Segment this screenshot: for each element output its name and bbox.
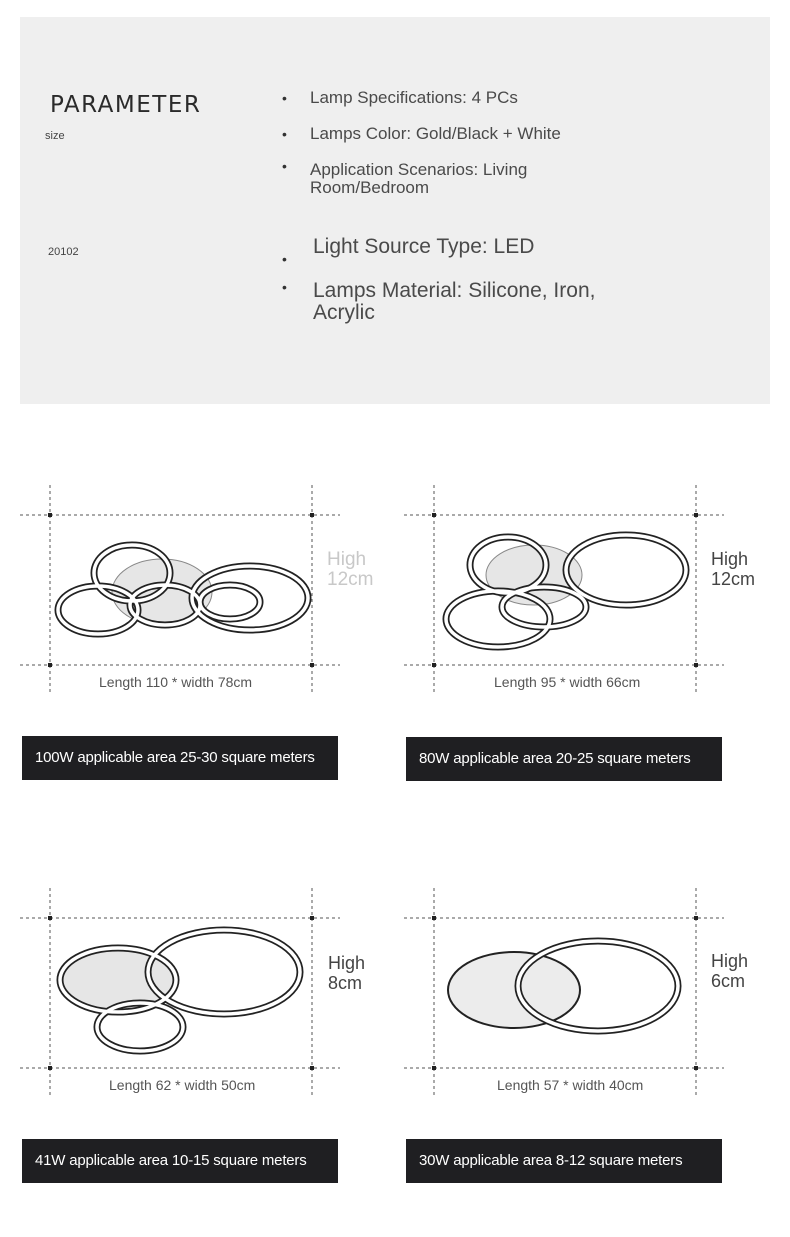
product-card-100w [20, 485, 374, 705]
spec-item [282, 158, 580, 197]
ring-lamp-icon [60, 930, 300, 1051]
spec-item [282, 124, 561, 143]
dimension-label: Length 57 * width 40cm [497, 1077, 644, 1093]
spec-text: Application Scenarios: Living Room/Bedroom [310, 160, 528, 197]
product-card-41w [20, 888, 366, 1108]
spec-item [282, 235, 535, 267]
spec-bar-41w: 41W applicable area 10-15 square meters [22, 1139, 338, 1183]
parameter-title: PARAMETER [50, 92, 202, 118]
product-card-80w [404, 485, 756, 705]
dimension-label: Length 62 * width 50cm [109, 1077, 256, 1093]
height-label: High 12cm [327, 549, 374, 590]
spec-item [282, 279, 643, 324]
lamp-dimension-diagram [404, 485, 734, 705]
size-label: size [45, 130, 65, 142]
bullet-icon: • [282, 279, 287, 295]
spec-text: Lamps Material: Silicone, Iron, Acrylic [313, 279, 596, 324]
height-label: High 6cm [711, 951, 749, 991]
height-label: High 8cm [328, 953, 366, 993]
ring-lamp-icon [448, 941, 678, 1031]
lamp-dimension-diagram [20, 888, 350, 1108]
spec-text: Light Source Type: LED [313, 235, 535, 258]
spec-bar-100w: 100W applicable area 25-30 square meters [22, 736, 338, 780]
spec-bar-30w: 30W applicable area 8-12 square meters [406, 1139, 722, 1183]
lamp-dimension-diagram [20, 485, 350, 705]
product-code: 20102 [48, 246, 79, 258]
dimension-label: Length 95 * width 66cm [494, 674, 641, 690]
spec-text: Lamps Color: Gold/Black + White [310, 124, 561, 143]
bullet-icon: • [282, 251, 287, 267]
spec-text: Lamp Specifications: 4 PCs [310, 88, 518, 107]
spec-item [282, 88, 518, 107]
ring-lamp-icon [446, 535, 686, 647]
ring-lamp-icon [58, 545, 308, 634]
product-card-30w [404, 888, 749, 1108]
spec-bar-80w: 80W applicable area 20-25 square meters [406, 737, 722, 781]
parameter-panel [20, 17, 770, 404]
lamp-dimension-diagram [404, 888, 734, 1108]
dimension-label: Length 110 * width 78cm [99, 674, 253, 690]
bullet-icon: • [282, 158, 287, 174]
height-label: High 12cm [711, 549, 756, 589]
bullet-icon: • [282, 126, 287, 142]
bullet-icon: • [282, 90, 287, 106]
